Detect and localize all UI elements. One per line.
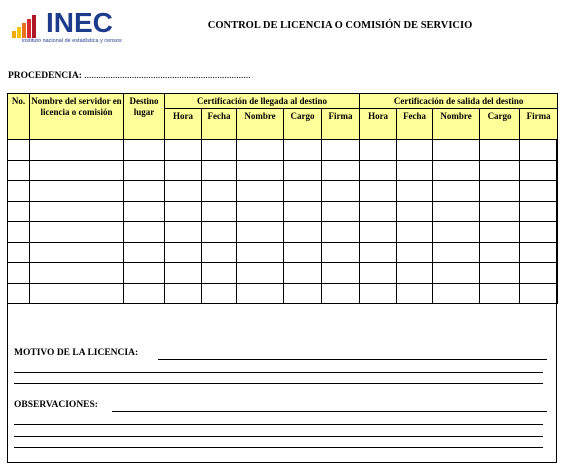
- table-cell[interactable]: [8, 160, 30, 181]
- table-cell[interactable]: [237, 242, 284, 263]
- col-header-llegada-hora: Hora: [165, 109, 202, 140]
- col-header-salida-hora: Hora: [360, 109, 397, 140]
- table-cell[interactable]: [520, 242, 558, 263]
- group-header-llegada: Certificación de llegada al destino: [165, 94, 360, 109]
- table-cell[interactable]: [360, 140, 397, 161]
- col-header-llegada-nombre: Nombre: [237, 109, 284, 140]
- col-header-llegada-cargo: Cargo: [284, 109, 322, 140]
- table-cell[interactable]: [165, 201, 202, 222]
- table-cell[interactable]: [237, 160, 284, 181]
- table-cell[interactable]: [30, 140, 124, 161]
- table-cell[interactable]: [30, 201, 124, 222]
- table-cell[interactable]: [284, 181, 322, 202]
- table-cell[interactable]: [360, 160, 397, 181]
- table-cell[interactable]: [322, 283, 360, 304]
- table-cell[interactable]: [397, 160, 433, 181]
- table-cell[interactable]: [124, 222, 165, 243]
- obs-line-4[interactable]: [14, 447, 543, 448]
- col-header-salida-fecha: Fecha: [397, 109, 433, 140]
- col-header-llegada-firma: Firma: [322, 109, 360, 140]
- table-cell[interactable]: [202, 160, 237, 181]
- table-cell[interactable]: [124, 242, 165, 263]
- table-cell[interactable]: [237, 283, 284, 304]
- table-cell[interactable]: [8, 201, 30, 222]
- table-cell[interactable]: [165, 222, 202, 243]
- table-body: [8, 140, 558, 304]
- table-row: [8, 283, 558, 304]
- table-cell[interactable]: [165, 283, 202, 304]
- table-cell[interactable]: [165, 181, 202, 202]
- table-cell[interactable]: [237, 140, 284, 161]
- table-cell[interactable]: [237, 222, 284, 243]
- motivo-label: MOTIVO DE LA LICENCIA:: [14, 348, 139, 358]
- col-header-salida-nombre: Nombre: [433, 109, 480, 140]
- table-cell[interactable]: [322, 242, 360, 263]
- table-cell[interactable]: [322, 181, 360, 202]
- table-cell[interactable]: [480, 222, 520, 243]
- col-header-salida-firma: Firma: [520, 109, 558, 140]
- table-row: [8, 222, 558, 243]
- table-cell[interactable]: [30, 263, 124, 284]
- table-cell[interactable]: [480, 140, 520, 161]
- table-cell[interactable]: [433, 160, 480, 181]
- table-cell[interactable]: [397, 263, 433, 284]
- obs-line-2[interactable]: [14, 424, 543, 425]
- col-header-no: No.: [8, 94, 30, 140]
- table-cell[interactable]: [202, 222, 237, 243]
- table-cell[interactable]: [322, 160, 360, 181]
- table-cell[interactable]: [124, 283, 165, 304]
- table-cell[interactable]: [284, 242, 322, 263]
- table-cell[interactable]: [8, 222, 30, 243]
- table-row: [8, 263, 558, 284]
- table-cell[interactable]: [360, 242, 397, 263]
- table-cell[interactable]: [520, 263, 558, 284]
- table-cell[interactable]: [8, 181, 30, 202]
- table-cell[interactable]: [433, 201, 480, 222]
- table-cell[interactable]: [520, 181, 558, 202]
- motivo-line-3[interactable]: [14, 383, 543, 384]
- table-cell[interactable]: [165, 263, 202, 284]
- col-header-salida-cargo: Cargo: [480, 109, 520, 140]
- table-cell[interactable]: [322, 140, 360, 161]
- table-cell[interactable]: [284, 160, 322, 181]
- table-cell[interactable]: [202, 283, 237, 304]
- table-cell[interactable]: [124, 181, 165, 202]
- table-cell[interactable]: [397, 242, 433, 263]
- table-cell[interactable]: [284, 263, 322, 284]
- table-cell[interactable]: [8, 140, 30, 161]
- table-cell[interactable]: [124, 140, 165, 161]
- table-cell[interactable]: [202, 181, 237, 202]
- inec-logo: [10, 8, 160, 46]
- table-cell[interactable]: [480, 242, 520, 263]
- table-cell[interactable]: [360, 181, 397, 202]
- table-cell[interactable]: [165, 160, 202, 181]
- table-cell[interactable]: [202, 201, 237, 222]
- control-table: [7, 93, 558, 304]
- table-cell[interactable]: [124, 263, 165, 284]
- table-cell[interactable]: [433, 181, 480, 202]
- logo-subtitle: instituto nacional de estadística y censos: [22, 38, 122, 44]
- group-header-salida: Certificación de salida del destino: [360, 94, 558, 109]
- table-cell[interactable]: [237, 263, 284, 284]
- table-cell[interactable]: [397, 283, 433, 304]
- table-cell[interactable]: [284, 283, 322, 304]
- table-cell[interactable]: [433, 283, 480, 304]
- table-cell[interactable]: [30, 222, 124, 243]
- table-cell[interactable]: [237, 201, 284, 222]
- table-cell[interactable]: [124, 160, 165, 181]
- table-cell[interactable]: [397, 222, 433, 243]
- table-cell[interactable]: [8, 263, 30, 284]
- obs-line-1[interactable]: [112, 411, 547, 412]
- table-cell[interactable]: [397, 181, 433, 202]
- table-cell[interactable]: [520, 283, 558, 304]
- table-cell[interactable]: [202, 140, 237, 161]
- table-row: [8, 181, 558, 202]
- table-cell[interactable]: [433, 242, 480, 263]
- table-row: [8, 201, 558, 222]
- table-row: [8, 140, 558, 161]
- motivo-line-2[interactable]: [14, 372, 543, 373]
- table-cell[interactable]: [8, 242, 30, 263]
- table-cell[interactable]: [284, 222, 322, 243]
- table-cell[interactable]: [284, 201, 322, 222]
- table-cell[interactable]: [397, 201, 433, 222]
- table-cell[interactable]: [520, 160, 558, 181]
- table-cell[interactable]: [322, 222, 360, 243]
- table-cell[interactable]: [520, 201, 558, 222]
- table-cell[interactable]: [480, 283, 520, 304]
- table-cell[interactable]: [397, 140, 433, 161]
- obs-line-3[interactable]: [14, 436, 543, 437]
- logo-wordmark: INEC: [46, 7, 113, 38]
- procedencia-label: PROCEDENCIA:: [8, 71, 82, 81]
- table-cell[interactable]: [8, 283, 30, 304]
- table-cell[interactable]: [480, 263, 520, 284]
- table-cell[interactable]: [165, 140, 202, 161]
- table-cell[interactable]: [433, 222, 480, 243]
- table-cell[interactable]: [30, 242, 124, 263]
- table-cell[interactable]: [480, 201, 520, 222]
- table-row: [8, 242, 558, 263]
- procedencia-field: [8, 71, 251, 81]
- table-cell[interactable]: [433, 263, 480, 284]
- table-cell[interactable]: [30, 160, 124, 181]
- col-header-nombre: Nombre del servidor en licencia o comisión: [30, 94, 124, 140]
- motivo-line-1[interactable]: [158, 359, 547, 360]
- table-cell[interactable]: [284, 140, 322, 161]
- page-title: CONTROL DE LICENCIA O COMISIÓN DE SERVICIO: [207, 20, 473, 31]
- procedencia-dots: ......................................................................: [84, 71, 251, 81]
- table-cell[interactable]: [360, 222, 397, 243]
- table-cell[interactable]: [202, 263, 237, 284]
- table-cell[interactable]: [322, 201, 360, 222]
- table-cell[interactable]: [202, 242, 237, 263]
- table-cell[interactable]: [360, 201, 397, 222]
- table-cell[interactable]: [360, 263, 397, 284]
- table-cell[interactable]: [237, 181, 284, 202]
- table-cell[interactable]: [30, 181, 124, 202]
- table-row: [8, 160, 558, 181]
- table-cell[interactable]: [30, 283, 124, 304]
- table-cell[interactable]: [520, 140, 558, 161]
- table-cell[interactable]: [360, 283, 397, 304]
- table-cell[interactable]: [322, 263, 360, 284]
- table-cell[interactable]: [165, 242, 202, 263]
- table-cell[interactable]: [480, 160, 520, 181]
- table-cell[interactable]: [433, 140, 480, 161]
- col-header-llegada-fecha: Fecha: [202, 109, 237, 140]
- col-header-destino: Destino lugar: [124, 94, 165, 140]
- table-cell[interactable]: [520, 222, 558, 243]
- table-cell[interactable]: [124, 201, 165, 222]
- table-cell[interactable]: [480, 181, 520, 202]
- observaciones-label: OBSERVACIONES:: [14, 400, 98, 410]
